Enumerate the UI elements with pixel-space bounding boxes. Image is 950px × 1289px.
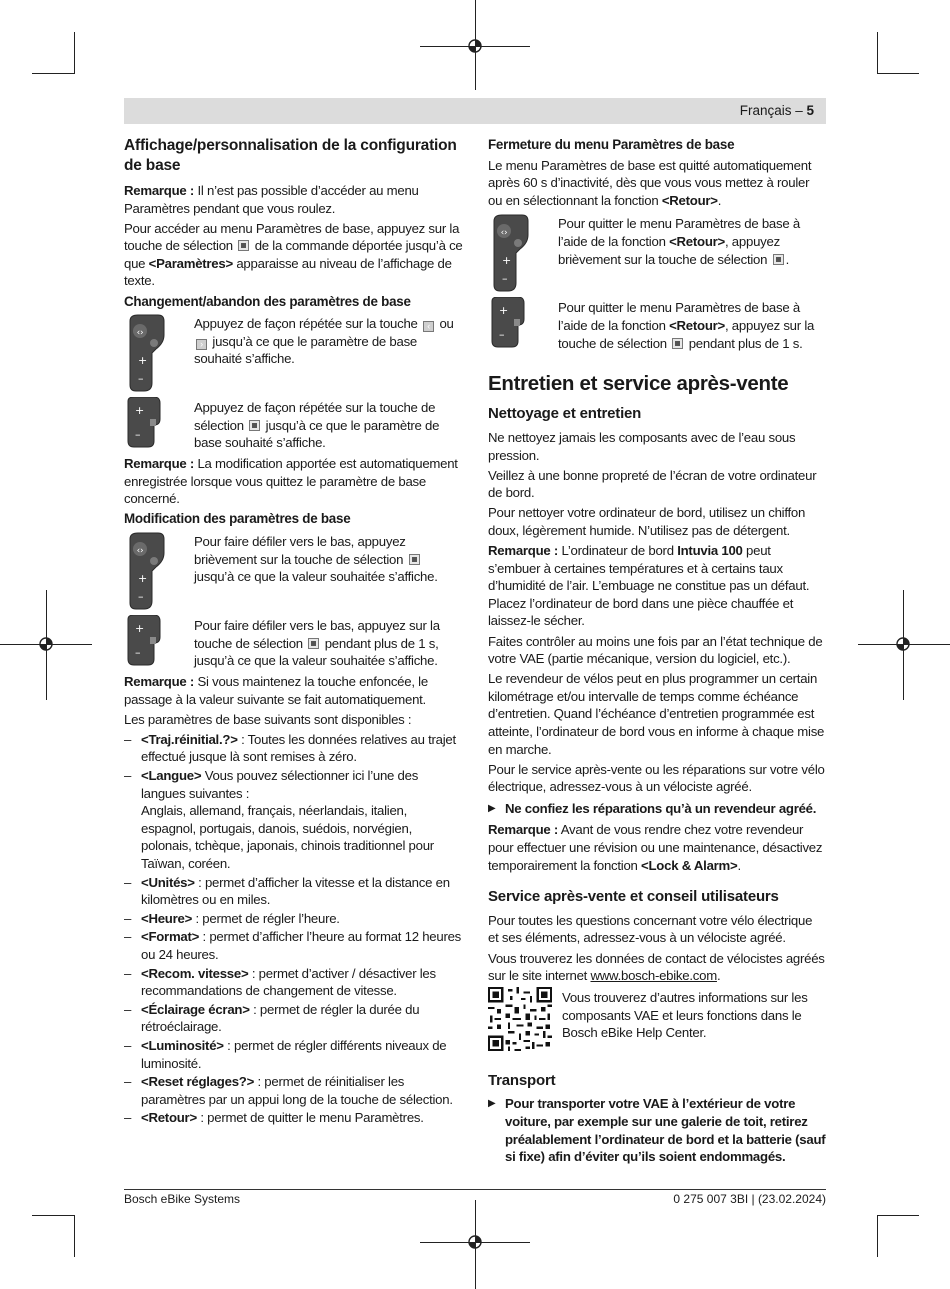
paragraph: Pour toutes les questions concernant votre vélo électrique et ses éléments, adressez-vous à un vélociste agréé. bbox=[488, 912, 813, 946]
registration-mark-icon bbox=[467, 1234, 483, 1250]
paragraph: Les paramètres de base suivants sont disponibles : bbox=[124, 711, 412, 727]
footer-divider bbox=[124, 1189, 826, 1190]
remote-control-icon bbox=[124, 313, 170, 395]
crop-mark bbox=[877, 1215, 919, 1216]
select-button-icon bbox=[409, 554, 420, 565]
note-paragraph: Remarque : Si vous maintenez la touche enfoncée, le passage à la valeur suivante se fait automatiquement. bbox=[124, 674, 428, 707]
instruction-row bbox=[488, 297, 826, 353]
list-item: – <Reset réglages?> : permet de réinitialiser les paramètres par un appui long de la touche de sélection. bbox=[124, 1073, 464, 1108]
website-link[interactable]: www.bosch-ebike.com bbox=[590, 968, 717, 984]
crop-mark bbox=[877, 32, 878, 74]
arrow-left-icon: ‹ bbox=[423, 321, 434, 332]
list-item: – <Heure> : permet de régler l’heure. bbox=[124, 910, 464, 928]
select-button-icon bbox=[672, 338, 683, 349]
list-item: – <Recom. vitesse> : permet d’activer / désactiver les recommandations de changement de vitesse. bbox=[124, 965, 464, 1000]
instruction-text: Appuyez de façon répétée sur la touche de sélection jusqu’à ce que le paramètre de base souhaité s’affiche. bbox=[194, 400, 440, 451]
instruction-row bbox=[124, 531, 464, 613]
settings-list bbox=[124, 731, 464, 1127]
section-title: Nettoyage et entretien bbox=[488, 405, 642, 423]
crop-mark bbox=[32, 73, 74, 74]
list-item: – <Luminosité> : permet de régler différents niveaux de luminosité. bbox=[124, 1037, 464, 1072]
instruction-text: Appuyez de façon répétée sur la touche ‹ ou › jusqu’à ce que le paramètre de base souhaité s’affiche. bbox=[194, 316, 454, 367]
list-item: – <Format> : permet d’afficher l’heure au format 12 heures ou 24 heures. bbox=[124, 928, 464, 963]
crop-mark bbox=[32, 1215, 74, 1216]
select-button-icon bbox=[249, 420, 260, 431]
paragraph: Faites contrôler au moins une fois par an l’état technique de votre VAE (partie mécanique, version du logiciel, etc.). bbox=[488, 633, 823, 667]
qr-code-icon bbox=[488, 987, 552, 1051]
registration-mark-icon bbox=[38, 636, 54, 652]
chapter-title: Entretien et service après-vente bbox=[488, 372, 789, 396]
list-item: – <Langue> Vous pouvez sélectionner ici l’une des langues suivantes : Anglais, allemand, français, néerlandais, italien, espagnol, portugais, danois, suédois, norvégien, polonais, tchèque, japonais, chinois traditionnel pour Taïwan, coréen. bbox=[124, 767, 464, 873]
instruction-text: Pour faire défiler vers le bas, appuyez sur la touche de sélection pendant plus de 1 s, jusqu’à ce que la valeur souhaitée s’affiche. bbox=[194, 618, 440, 669]
paragraph: Pour accéder au menu Paramètres de base, appuyez sur la touche de sélection de la commande déportée jusqu’à ce que <Paramètres> apparaisse au niveau de l’affichage de texte. bbox=[124, 220, 463, 289]
paragraph: Veillez à une bonne propreté de l’écran de votre ordinateur de bord. bbox=[488, 467, 817, 501]
footer-left: Bosch eBike Systems bbox=[124, 1192, 241, 1206]
footer-right: 0 275 007 3BI | (23.02.2024) bbox=[673, 1192, 826, 1206]
registration-mark-icon bbox=[467, 38, 483, 54]
registration-mark-icon bbox=[895, 636, 911, 652]
note-paragraph: Remarque : L’ordinateur de bord Intuvia 100 peut s’embuer à certaines températures et à certains taux d’humidité de l’air. L’embuage ne constitue pas un défaut. Placez l’ordinateur de bord dans une pièce chauffée et laissez-le sécher. bbox=[488, 543, 810, 629]
remote-control-icon bbox=[124, 615, 164, 667]
list-item: – <Éclairage écran> : permet de régler la durée du rétroéclairage. bbox=[124, 1001, 464, 1036]
select-button-icon bbox=[308, 638, 319, 649]
instruction-row bbox=[124, 397, 464, 453]
paragraph: Le menu Paramètres de base est quitté automatiquement après 60 s d’inactivité, dès que vous vous mettez à rouler ou en sélectionnant la fonction <Retour>. bbox=[488, 157, 812, 208]
list-item: – <Unités> : permet d’afficher la vitesse et la distance en kilomètres ou en miles. bbox=[124, 874, 464, 909]
paragraph: Pour nettoyer votre ordinateur de bord, utilisez un chiffon doux, légèrement humide. N’utilisez pas de détergent. bbox=[488, 505, 806, 538]
note-paragraph: Remarque : La modification apportée est automatiquement enregistrée lorsque vous quittez le paramètre de base concerné. bbox=[124, 456, 458, 507]
section-title: Affichage/personnalisation de la configuration de base bbox=[124, 137, 457, 174]
paragraph: Ne nettoyez jamais les composants avec de l’eau sous pression. bbox=[488, 429, 796, 463]
note-paragraph: Remarque : Avant de vous rendre chez votre revendeur pour effectuer une révision ou une maintenance, désactivez temporairement la fonction <Lock & Alarm>. bbox=[488, 822, 823, 873]
qr-row bbox=[488, 987, 826, 1056]
instruction-text: Pour quitter le menu Paramètres de base à l’aide de la fonction <Retour>, appuyez brièvement sur la touche de sélection . bbox=[558, 216, 800, 267]
page-header bbox=[124, 98, 826, 124]
paragraph: Vous trouverez les données de contact de vélocistes agréés sur le site internet www.bosch-ebike.com. bbox=[488, 950, 825, 984]
remote-control-icon bbox=[488, 297, 528, 349]
crop-mark bbox=[877, 1215, 878, 1257]
right-column bbox=[488, 136, 826, 1168]
instruction-text: Pour quitter le menu Paramètres de base à l’aide de la fonction <Retour>, appuyez sur la touche de sélection pendant plus de 1 s. bbox=[558, 300, 815, 351]
paragraph: Pour le service après-vente ou les réparations sur votre vélo électrique, adressez-vous à un vélociste agréé. bbox=[488, 761, 825, 795]
left-column bbox=[124, 136, 464, 1128]
instruction-text: Pour faire défiler vers le bas, appuyez brièvement sur la touche de sélection jusqu’à ce que la valeur souhaitée s’affiche. bbox=[194, 534, 438, 585]
warning-paragraph: ▶ Ne confiez les réparations qu’à un revendeur agréé. bbox=[488, 800, 826, 818]
crop-mark bbox=[74, 1215, 75, 1257]
remote-control-icon bbox=[488, 213, 534, 295]
qr-description: Vous trouverez d’autres informations sur les composants VAE et leurs fonctions dans le Bosch eBike Help Center. bbox=[562, 990, 808, 1041]
crop-mark bbox=[74, 32, 75, 74]
instruction-row bbox=[124, 313, 464, 395]
subsection-title: Changement/abandon des paramètres de base bbox=[124, 293, 411, 309]
list-item: – <Traj.réinitial.?> : Toutes les données relatives au trajet effectué jusque là sont remises à zéro. bbox=[124, 731, 464, 766]
paragraph: Le revendeur de vélos peut en plus programmer un certain kilométrage et/ou intervalle de temps comme échéance d’entretien. Quand l’échéance d’entretien programmée est atteinte, l’ordinateur de bord vous en informe à chaque mise en marche. bbox=[488, 671, 825, 757]
warning-paragraph: ▶ Pour transporter votre VAE à l’extérieur de votre voiture, par exemple sur une galerie de toit, retirez préalablement l’ordinateur de bord et la batterie (sauf si fixe) afin d’éviter qu’ils soient endommagés. bbox=[488, 1095, 826, 1165]
list-item: – <Retour> : permet de quitter le menu Paramètres. bbox=[124, 1109, 464, 1127]
note-paragraph: Remarque : Il n’est pas possible d’accéder au menu Paramètres pendant que vous roulez. bbox=[124, 183, 419, 216]
crop-mark bbox=[877, 73, 919, 74]
subsection-title: Modification des paramètres de base bbox=[124, 511, 351, 527]
remote-control-icon bbox=[124, 397, 164, 449]
page-header-label: Français – 5 bbox=[739, 103, 814, 118]
instruction-row bbox=[124, 615, 464, 671]
section-title: Transport bbox=[488, 1071, 556, 1089]
section-title: Service après-vente et conseil utilisateurs bbox=[488, 888, 779, 906]
arrow-right-icon: › bbox=[196, 339, 207, 350]
remote-control-icon bbox=[124, 531, 170, 613]
subsection-title: Fermeture du menu Paramètres de base bbox=[488, 137, 735, 152]
select-button-icon bbox=[238, 240, 249, 251]
select-button-icon bbox=[773, 254, 784, 265]
page-number: 5 bbox=[806, 103, 814, 118]
instruction-row bbox=[488, 213, 826, 295]
